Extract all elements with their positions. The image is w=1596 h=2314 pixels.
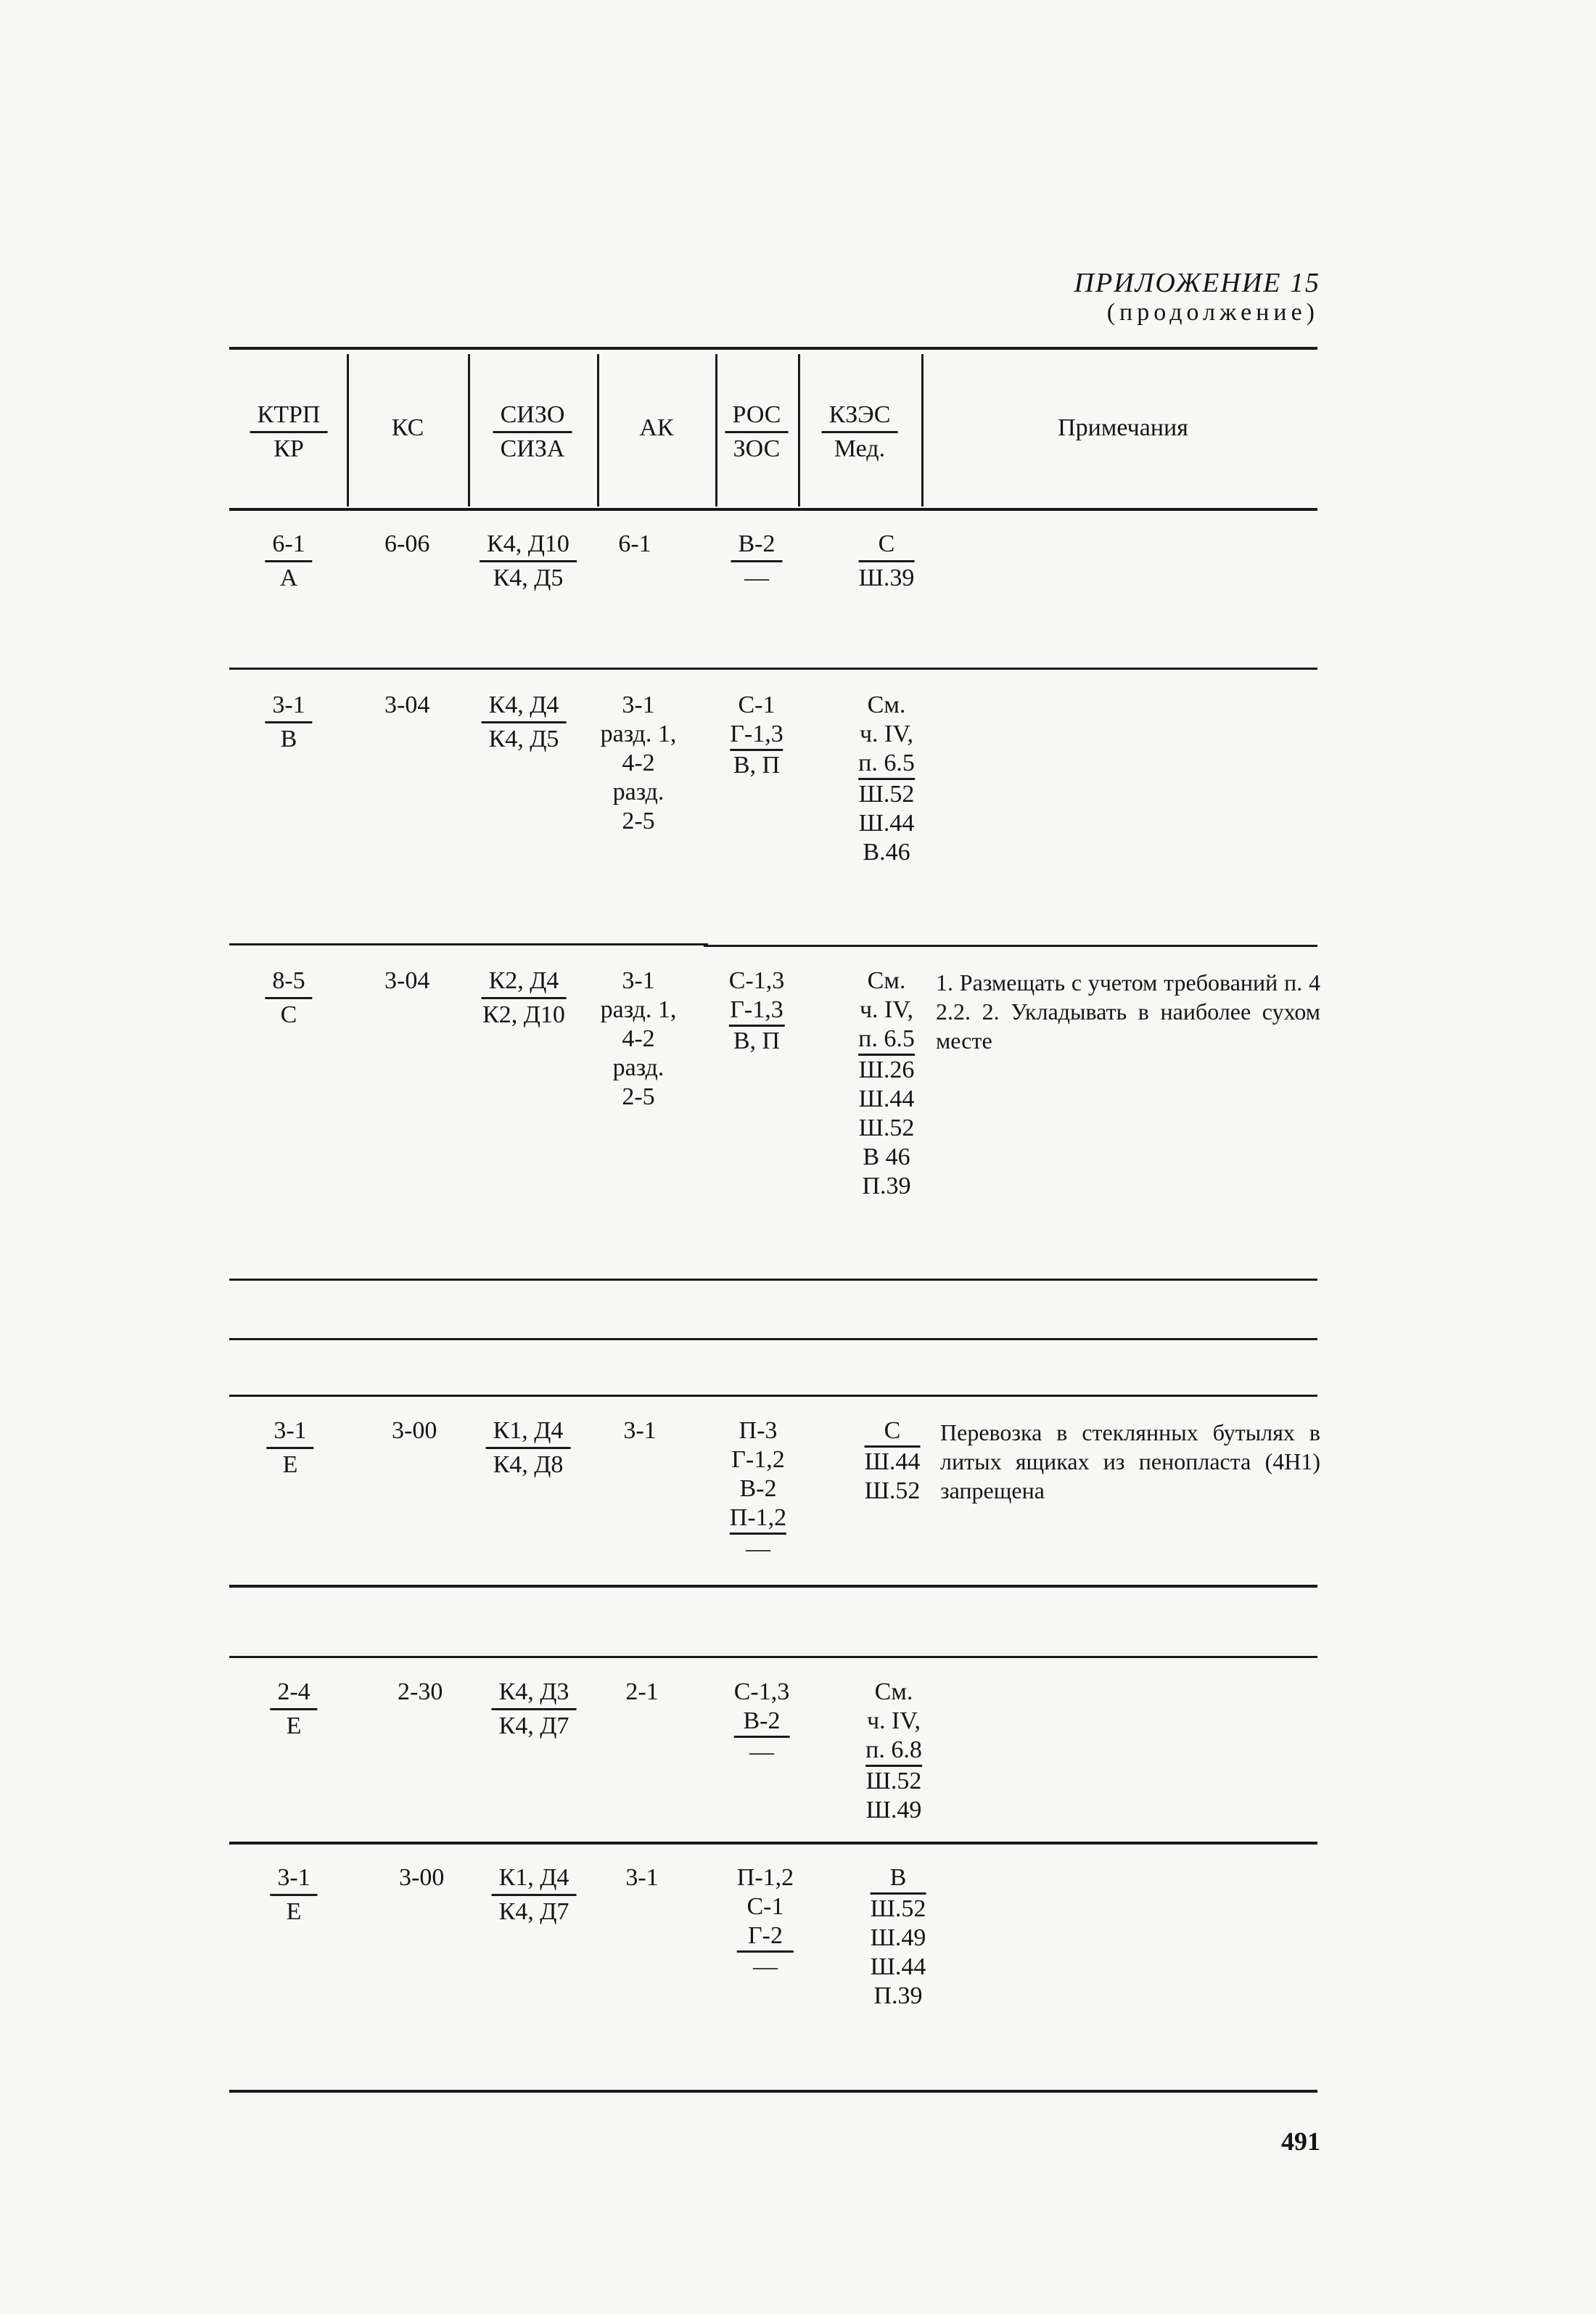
row5-kzes-line: ч. IV, bbox=[866, 1707, 921, 1734]
row1-kzes-med bbox=[859, 530, 915, 593]
row6-sizo: К1, Д4 bbox=[492, 1863, 577, 1896]
header-ros: РОС bbox=[725, 401, 789, 433]
row1-siza: К4, Д5 bbox=[493, 565, 564, 591]
row4-ros-line: В-2 bbox=[739, 1475, 777, 1502]
row4-ros-line: Г-1,2 bbox=[731, 1446, 785, 1473]
row1-ak-line: 6-1 bbox=[618, 530, 651, 557]
row6-med-line: Ш.52 bbox=[870, 1895, 926, 1922]
header-zos: ЗОС bbox=[733, 435, 781, 462]
row5-sizo-siza bbox=[492, 1678, 577, 1741]
row5-ros-line: В-2 bbox=[734, 1707, 790, 1738]
row2-siza: К4, Д5 bbox=[488, 726, 559, 752]
row4-note: Перевозка в стеклянных бутылях в литых ящиках из пенопласта (4Н1) запрещена bbox=[940, 1419, 1320, 1503]
row3-med-line: П.39 bbox=[862, 1173, 911, 1199]
row2-ak-line: 3-1 bbox=[622, 692, 655, 718]
row1-zos: — bbox=[744, 565, 769, 591]
row6-med-line: Ш.49 bbox=[870, 1924, 926, 1951]
row1-med: Ш.39 bbox=[858, 565, 915, 591]
row3-kzes-line: п. 6.5 bbox=[858, 1025, 915, 1056]
row5-ak bbox=[625, 1678, 658, 1707]
row6-ktrp-kr bbox=[270, 1863, 317, 1927]
header-med: Мед. bbox=[834, 435, 886, 462]
row4-ak-line: 3-1 bbox=[623, 1417, 657, 1444]
row3-ak-line: разд. 1, bbox=[600, 996, 677, 1023]
row3-ak-line: 2-5 bbox=[622, 1083, 655, 1110]
header-bottom-rule bbox=[229, 508, 1317, 511]
row-separator bbox=[229, 1279, 1317, 1281]
row6-ktrp: 3-1 bbox=[270, 1863, 317, 1896]
row4-siza: К4, Д8 bbox=[493, 1451, 564, 1478]
row3-zos: В, П bbox=[733, 1027, 781, 1054]
row3-ak bbox=[601, 967, 677, 1112]
row-separator bbox=[229, 1842, 1317, 1845]
row2-ros-line: Г-1,3 bbox=[730, 720, 783, 751]
header-ks: КС bbox=[391, 414, 424, 441]
row6-kzes-med bbox=[871, 1863, 926, 2011]
row3-note: 1. Размещать с учетом требований п. 4 2.2. 2. Укладывать в наиболее сухом месте bbox=[936, 969, 1320, 1054]
row4-zos: — bbox=[745, 1535, 770, 1562]
header-kzes-med bbox=[822, 401, 898, 464]
row5-kzes-line: п. 6.8 bbox=[865, 1736, 922, 1767]
row6-zos: — bbox=[752, 1953, 778, 1980]
row1-ktrp: 6-1 bbox=[265, 530, 312, 562]
row5-ros-line: С-1,3 bbox=[733, 1678, 790, 1705]
header-ak: АК bbox=[639, 414, 674, 441]
header-kr: КР bbox=[273, 435, 304, 462]
row6-kzes-line: В bbox=[871, 1863, 926, 1895]
row5-zos: — bbox=[749, 1739, 774, 1765]
row5-ktrp-kr bbox=[270, 1678, 317, 1741]
row2-kr: В bbox=[280, 726, 297, 752]
row2-med-line: Ш.44 bbox=[858, 810, 915, 837]
row4-med-line: Ш.52 bbox=[864, 1477, 921, 1504]
row2-kzes-line: См. bbox=[867, 692, 906, 718]
row4-sizo-siza bbox=[486, 1416, 571, 1480]
row4-ktrp: 3-1 bbox=[266, 1416, 313, 1449]
header-divider bbox=[715, 354, 717, 506]
row3-kzes-line: См. bbox=[867, 967, 906, 994]
row3-med-line: Ш.44 bbox=[858, 1086, 915, 1112]
row5-kr: Е bbox=[286, 1712, 302, 1739]
row5-med-line: Ш.52 bbox=[865, 1768, 922, 1794]
row3-sizo: К2, Д4 bbox=[482, 967, 567, 999]
row6-ros-line: Г-2 bbox=[737, 1921, 794, 1953]
row6-ak-line: 3-1 bbox=[625, 1864, 659, 1891]
page-number: 491 bbox=[1281, 2127, 1320, 2156]
row6-siza: К4, Д7 bbox=[498, 1898, 569, 1925]
row2-ak-line: 2-5 bbox=[622, 808, 655, 834]
row3-med-line: Ш.52 bbox=[858, 1115, 915, 1141]
row5-ak-line: 2-1 bbox=[625, 1678, 659, 1705]
row3-ak-line: 4-2 bbox=[622, 1025, 655, 1052]
row2-ros-zos bbox=[730, 691, 783, 780]
row1-kr: А bbox=[279, 565, 298, 591]
row2-ak-line: 4-2 bbox=[622, 750, 655, 776]
row3-ks: 3-04 bbox=[384, 967, 430, 994]
row3-ktrp: 8-5 bbox=[265, 967, 312, 999]
row4-ktrp-kr bbox=[266, 1416, 313, 1480]
table-top-rule bbox=[229, 347, 1317, 350]
header-divider bbox=[347, 354, 349, 506]
header-divider bbox=[468, 354, 470, 506]
row4-ak bbox=[623, 1416, 656, 1445]
row4-sizo: К1, Д4 bbox=[486, 1416, 571, 1449]
row5-siza: К4, Д7 bbox=[498, 1712, 569, 1739]
row3-ros-zos bbox=[729, 967, 785, 1056]
row2-ak bbox=[601, 691, 677, 836]
row2-ak-line: разд. bbox=[612, 779, 665, 805]
row5-sizo: К4, Д3 bbox=[492, 1678, 577, 1710]
header-siza: СИЗА bbox=[500, 435, 565, 462]
row4-kzes-med bbox=[865, 1416, 921, 1506]
row2-sizo-siza bbox=[482, 691, 567, 754]
row3-ak-line: 3-1 bbox=[622, 967, 655, 994]
header-ros-zos bbox=[725, 401, 789, 464]
row-separator bbox=[229, 668, 1317, 670]
row6-ros-zos bbox=[737, 1863, 794, 1982]
row6-ks: 3-00 bbox=[399, 1864, 445, 1891]
row2-ros-line: С-1 bbox=[738, 692, 776, 718]
row6-kr: Е bbox=[286, 1898, 302, 1925]
row3-ak-line: разд. bbox=[612, 1054, 665, 1081]
row1-ros-zos bbox=[731, 530, 783, 593]
header-sizo-siza bbox=[493, 401, 572, 464]
row-separator bbox=[229, 943, 708, 945]
row2-ktrp: 3-1 bbox=[265, 691, 312, 723]
row4-ros-zos bbox=[730, 1416, 786, 1564]
row6-med-line: Ш.44 bbox=[870, 1953, 926, 1980]
header-kzes: КЗЭС bbox=[822, 401, 898, 433]
row2-kzes-med bbox=[858, 691, 915, 867]
row3-siza: К2, Д10 bbox=[482, 1001, 565, 1028]
row5-ktrp: 2-4 bbox=[270, 1678, 317, 1710]
row6-ros-line: П-1,2 bbox=[736, 1864, 794, 1891]
row3-kzes-med bbox=[858, 967, 915, 1201]
row6-med-line: П.39 bbox=[873, 1982, 923, 2009]
row3-kr: С bbox=[280, 1001, 297, 1028]
row4-ros-line: П-1,2 bbox=[730, 1503, 786, 1535]
row1-sizo-siza bbox=[480, 530, 577, 593]
row5-kzes-med bbox=[865, 1678, 922, 1825]
row-separator bbox=[229, 1338, 1317, 1340]
row2-zos: В, П bbox=[733, 752, 781, 779]
row6-sizo-siza bbox=[492, 1863, 577, 1927]
row1-ros: В-2 bbox=[731, 530, 783, 562]
row1-ak bbox=[618, 530, 651, 559]
row-separator bbox=[229, 1585, 1317, 1588]
row5-med-line: Ш.49 bbox=[865, 1797, 922, 1823]
row2-ak-line: разд. 1, bbox=[600, 721, 677, 747]
row2-med-line: В.46 bbox=[863, 839, 910, 866]
row2-sizo: К4, Д4 bbox=[482, 691, 567, 723]
row2-ktrp-kr bbox=[265, 691, 312, 754]
header-divider bbox=[798, 354, 800, 506]
row2-kzes-line: п. 6.5 bbox=[858, 749, 915, 780]
row5-ks: 2-30 bbox=[398, 1678, 443, 1705]
row2-med-line: Ш.52 bbox=[858, 781, 915, 808]
row1-ks: 6-06 bbox=[384, 530, 430, 557]
row-separator bbox=[229, 1395, 1317, 1397]
row2-kzes-line: ч. IV, bbox=[859, 721, 914, 747]
row1-ktrp-kr bbox=[265, 530, 312, 593]
row3-med-line: В 46 bbox=[863, 1144, 910, 1170]
header-ktrp-kr bbox=[250, 401, 328, 464]
appendix-subtitle: (продолжение) bbox=[1106, 299, 1319, 326]
row4-ks: 3-00 bbox=[392, 1417, 437, 1444]
row4-med-line: Ш.44 bbox=[864, 1448, 921, 1475]
row3-kzes-line: ч. IV, bbox=[859, 996, 914, 1023]
row-separator bbox=[229, 1656, 1317, 1658]
row2-ks: 3-04 bbox=[384, 692, 430, 718]
header-ktrp: КТРП bbox=[250, 401, 328, 433]
row3-ktrp-kr bbox=[265, 967, 312, 1030]
row4-ros-line: П-3 bbox=[739, 1417, 778, 1444]
header-divider bbox=[597, 354, 599, 506]
row5-ros-zos bbox=[734, 1678, 790, 1767]
row5-kzes-line: См. bbox=[874, 1678, 913, 1705]
row4-kr: Е bbox=[282, 1451, 298, 1478]
row3-sizo-siza bbox=[482, 967, 567, 1030]
table-bottom-rule bbox=[229, 2090, 1317, 2093]
header-divider bbox=[921, 354, 924, 506]
row3-ros-line: Г-1,3 bbox=[729, 996, 785, 1027]
row3-ros-line: С-1,3 bbox=[728, 967, 785, 994]
header-notes: Примечания bbox=[1058, 414, 1188, 441]
header-sizo: СИЗО bbox=[493, 401, 572, 433]
row-separator bbox=[704, 945, 1317, 947]
row6-ak bbox=[625, 1863, 658, 1892]
row4-kzes-line: С bbox=[865, 1416, 921, 1448]
row3-med-line: Ш.26 bbox=[858, 1057, 915, 1083]
appendix-title: ПРИЛОЖЕНИЕ 15 bbox=[1074, 268, 1320, 298]
row1-sizo: К4, Д10 bbox=[480, 530, 577, 562]
row1-kzes: С bbox=[859, 530, 915, 562]
row6-ros-line: С-1 bbox=[746, 1893, 784, 1920]
